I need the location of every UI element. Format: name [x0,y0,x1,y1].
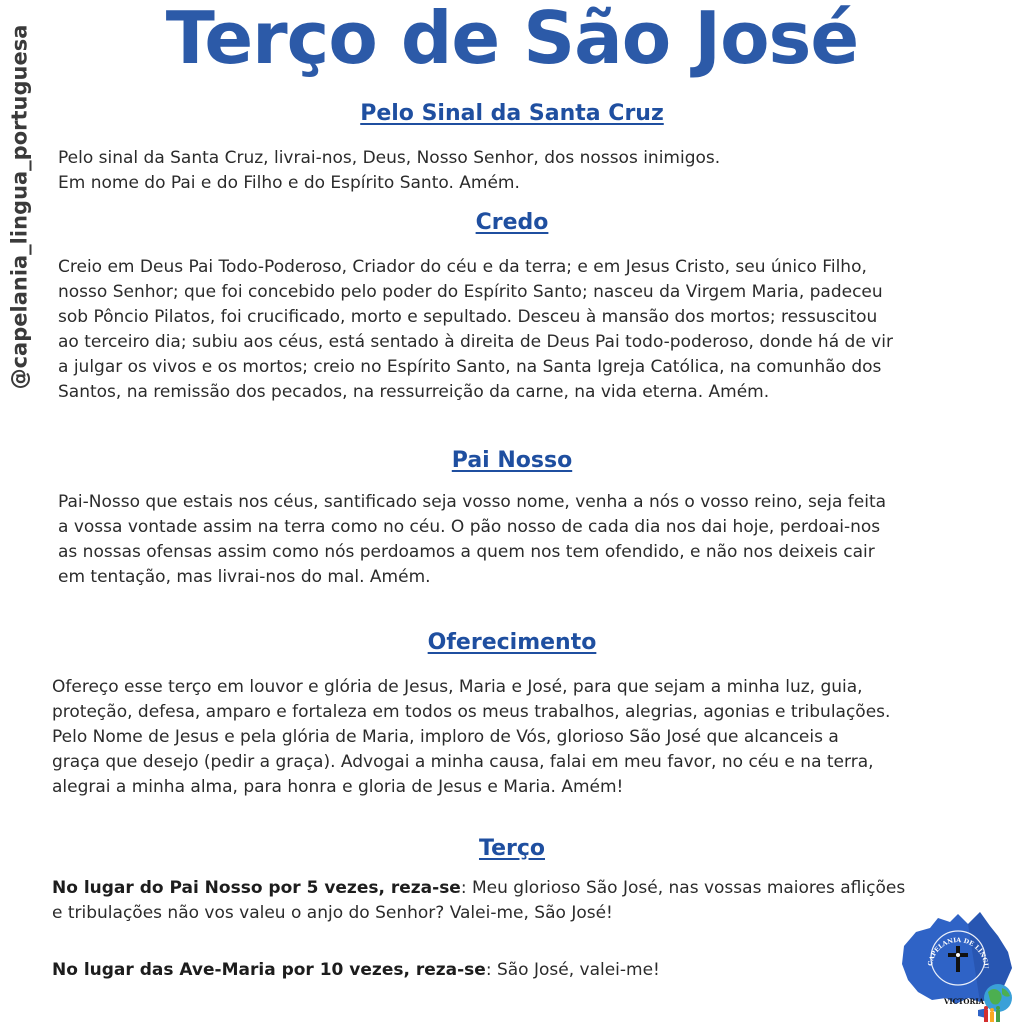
text-line: proteção, defesa, amparo e fortaleza em todos os meus trabalhos, alegrias, agonias e tribulações. [52,702,891,722]
text-line: Pai-Nosso que estais nos céus, santificado seja vosso nome, venha a nós o vosso reino, seja feita [58,492,887,512]
paragraph-credo [58,255,893,405]
text-line: em tentação, mas livrai-nos do mal. Amém. [58,567,431,587]
instagram-handle-text: @capelania_lingua_portuguesa [7,24,32,390]
paragraph-pai-nosso [58,490,886,590]
text-line: graça que desejo (pedir a graça). Advogai a minha causa, falai em meu favor, no céu e na terra, [52,752,874,772]
text-line: e tribulações não vos valeu o anjo do Senhor? Valei-me, São José! [52,903,613,923]
people-figures-icon [984,1006,1000,1022]
text-line: ao terceiro dia; subiu aos céus, está sentado à direita de Deus Pai todo-poderoso, donde há de vir [58,332,893,352]
text-line: a vossa vontade assim na terra como no céu. O pão nosso de cada dia nos dai hoje, perdoai-nos [58,517,881,537]
text-line: alegrai a minha alma, para honra e gloria de Jesus e Maria. Amém! [52,777,624,797]
text-line: Pelo Nome de Jesus e pela glória de Maria, imploro de Vós, glorioso São José que alcanceis a [52,727,839,747]
paragraph-terco-ave-maria [52,958,660,983]
prayer-text: : Meu glorioso São José, nas vossas maiores aflições [460,878,906,898]
text-line [52,958,660,983]
text-line: nosso Senhor; que foi concebido pelo poder do Espírito Santo; nasceu da Virgem Maria, padeceu [58,282,883,302]
paragraph-oferecimento [52,675,890,800]
logo-graphic [898,906,1020,1024]
logo-ring-text: CAPELANIA DE LÍNGU [927,936,990,969]
paragraph-terco-pai-nosso [52,876,905,926]
instruction-label: No lugar do Pai Nosso por 5 vezes, reza-se [52,878,461,898]
logo-region-text: VICTORIA [943,997,985,1006]
text-line: Santos, na remissão dos pecados, na ressurreição da carne, na vida eterna. Amém. [58,382,770,402]
text-line: sob Pôncio Pilatos, foi crucificado, morto e sepultado. Desceu à mansão dos mortos; ressuscitou [58,307,878,327]
text-line: Pelo sinal da Santa Cruz, livrai-nos, Deus, Nosso Senhor, dos nossos inimigos. [58,148,721,168]
text-line: Ofereço esse terço em louvor e glória de Jesus, Maria e José, para que sejam a minha luz, guia, [52,677,863,697]
heading-terco: Terço [478,836,545,861]
heading-credo: Credo [475,210,549,235]
text-line: a julgar os vivos e os mortos; creio no Espírito Santo, na Santa Igreja Católica, na comunhão dos [58,357,882,377]
text-line: Em nome do Pai e do Filho e do Espírito Santo. Amém. [58,173,520,193]
page-title: Terço de São José [165,0,859,80]
chaplaincy-logo [898,906,1020,1024]
text-line: Creio em Deus Pai Todo-Poderoso, Criador do céu e da terra; e em Jesus Cristo, seu único Filho, [58,257,867,277]
paragraph-sinal [58,146,720,196]
heading-pai-nosso: Pai Nosso [451,448,573,473]
instruction-label: No lugar das Ave-Maria por 10 vezes, reza-se [52,960,486,980]
heading-oferecimento: Oferecimento [427,630,597,655]
text-line [52,876,905,901]
prayer-text: : São José, valei-me! [485,960,660,980]
heading-sinal: Pelo Sinal da Santa Cruz [360,101,664,126]
text-line: as nossas ofensas assim como nós perdoamos a quem nos tem ofendido, e não nos deixeis cair [58,542,875,562]
